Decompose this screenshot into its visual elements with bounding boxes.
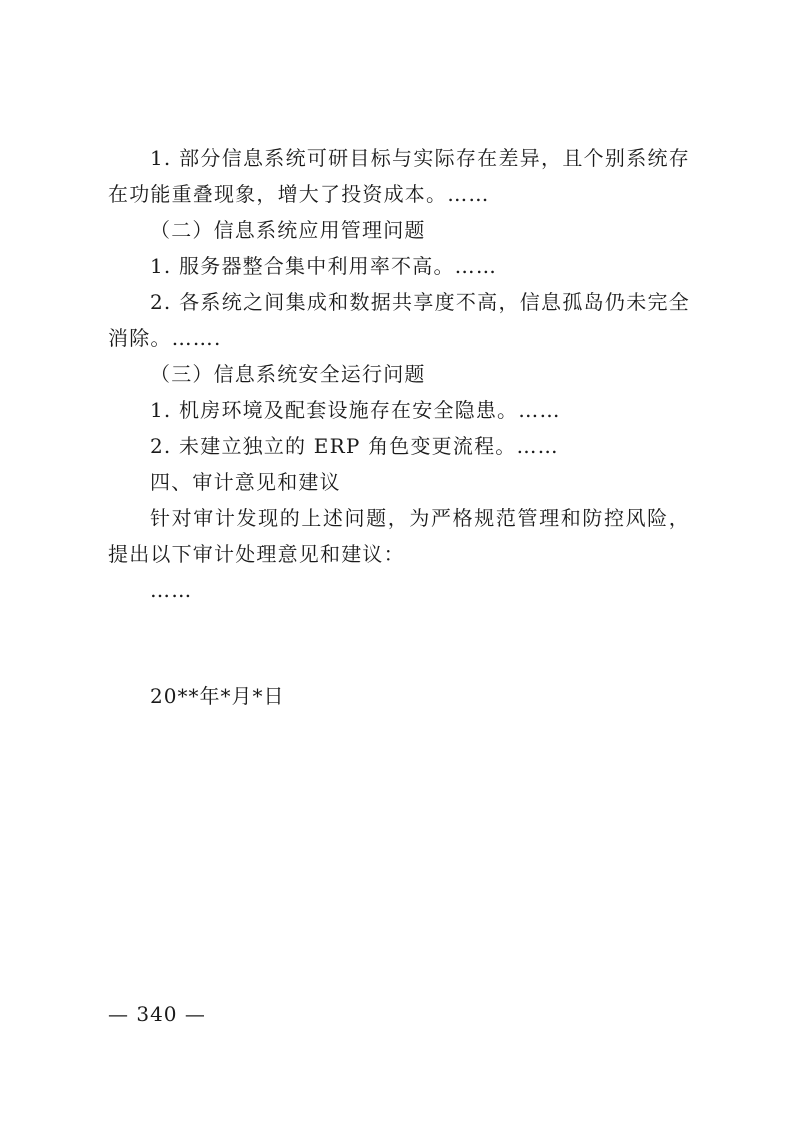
section-heading-3: （三）信息系统安全运行问题 <box>150 362 426 386</box>
paragraph-ellipsis: …… <box>150 578 193 602</box>
paragraph-recommendation-intro: 针对审计发现的上述问题，为严格规范管理和防控风险，提出以下审计处理意见和建议： <box>108 506 690 566</box>
paragraph-item-2-1: 1. 服务器整合集中利用率不高。…… <box>150 254 498 278</box>
paragraph-item-3-1: 1. 机房环境及配套设施存在安全隐患。…… <box>150 398 561 422</box>
document-date: 20**年*月*日 <box>150 684 285 708</box>
paragraph-item-3-2: 2. 未建立独立的 ERP 角色变更流程。…… <box>150 434 559 458</box>
document-body <box>108 140 690 608</box>
page-number: — 340 — <box>108 1002 206 1026</box>
section-heading-2: （二）信息系统应用管理问题 <box>150 218 426 242</box>
paragraph-item-1-1: 1. 部分信息系统可研目标与实际存在差异，且个别系统存在功能重叠现象，增大了投资成本。…… <box>108 146 690 206</box>
paragraph-item-2-2: 2. 各系统之间集成和数据共享度不高，信息孤岛仍未完全消除。……. <box>108 290 690 350</box>
section-heading-4: 四、审计意见和建议 <box>150 470 341 494</box>
